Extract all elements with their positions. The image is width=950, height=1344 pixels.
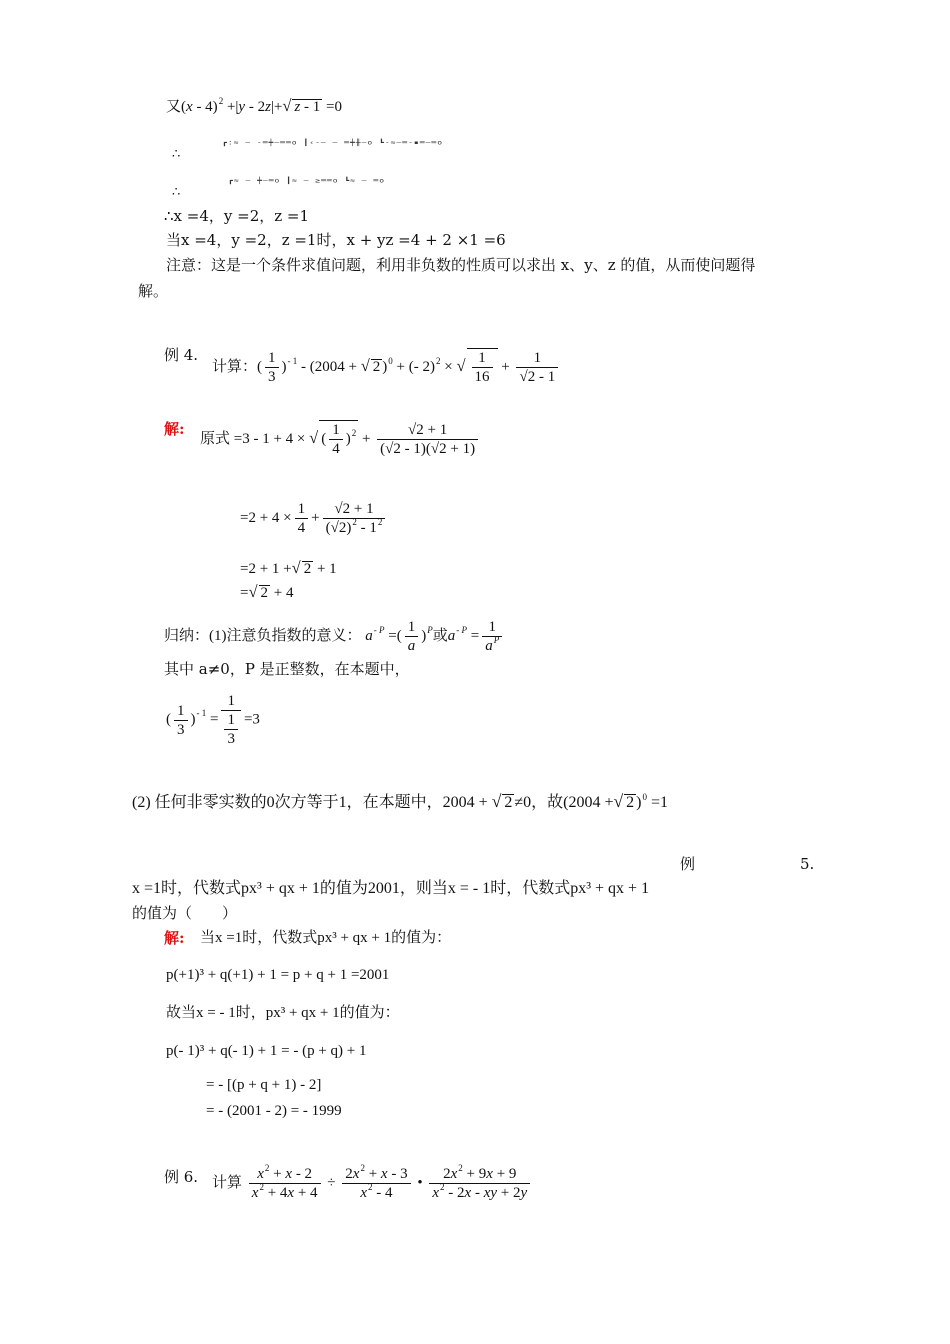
example-5-solution-label: 解: — [164, 929, 185, 947]
evaluation-line: 当x =4，y =2，z =1时，x + yz =4 + 2 ×1 =6 — [166, 231, 506, 249]
example-5-question: x =1时，代数式px³ + qx + 1的值为2001，则当x = - 1时，代数式px³ + qx + 1 — [132, 880, 650, 897]
example-5-step-4: p(- 1)³ + q(- 1) + 1 = - (p + q) + 1 — [166, 1043, 367, 1059]
equation-system-1: ┏:≈ ‒ -═┿‒══o ┃‹-‒ ‒ ═┿╫—o ┗-≈‒═-▪═‒═o — [222, 139, 444, 147]
solution-step-1: 原式 =3 - 1 + 4 × √ ( $\frac{1}{4}$ )$^2$ + $\frac{√2 + 1}{(√2 - 1)(√2 + 1)}$ — [200, 420, 481, 458]
solution-step-3: =2 + 1 +√ 2 + 1 — [240, 558, 337, 577]
zero-power-note: (2) 任何非零实数的0次方等于1，在本题中，2004 + √ 2 ≠0，故(2004 +√ 2 )$^0$ =1 — [132, 791, 669, 811]
example-4-label: 例 4. — [164, 346, 199, 364]
condition-note: 其中 a≠0，P 是正整数，在本题中， — [164, 660, 410, 678]
solution-step-4: =√ 2 + 4 — [240, 582, 294, 601]
example-5-step-6: = - (2001 - 2) = - 1999 — [206, 1103, 342, 1119]
solution-step-2: =2 + 4 × $\frac{1}{4}$ + $\frac{√2 + 1}{(√2)^2 - 1^2}$ — [240, 500, 388, 537]
system-label-1: ∴ — [172, 147, 181, 162]
note-line-2: 解。 — [138, 282, 169, 300]
example-5-step-1: 当x =1时，代数式px³ + qx + 1的值为： — [200, 930, 452, 946]
example-5-number: 5. — [800, 855, 815, 873]
example-6-question: 计算 $\frac{x^2 + x - 2}{x^2 + 4x + 4}$ ÷ $\frac{2x^2 + x - 3}{x^2 - 4}$ • $\frac{2x^2 + 9x + 9}{x^2 - 2x - xy + 2y}$ — [212, 1165, 533, 1202]
example-6-label: 例 6. — [164, 1168, 199, 1186]
note-line-1: 注意：这是一个条件求值问题，利用非负数的性质可以求出 x、y、z 的值，从而使问题得 — [166, 256, 756, 274]
result-line: ∴x =4，y =2，z =1 — [164, 207, 310, 225]
example-5-label: 例 — [680, 855, 696, 873]
example-5-question-end: 的值为（ ） — [132, 904, 238, 922]
condition-line: 又(x - 4)$^2$ +|y - 2z|+√ z - 1 =0 — [166, 96, 343, 115]
example-5-step-2: p(+1)³ + q(+1) + 1 = p + q + 1 =2001 — [166, 967, 390, 983]
example-4-solution-label: 解: — [164, 420, 185, 438]
negative-exponent-example: ( $\frac{1}{3}$ )$^{- 1}$ = $\frac{1}{\frac{1}{3}}$ =3 — [166, 693, 260, 747]
system-label-2: ∴ — [172, 185, 181, 200]
equation-system-2: ┏≈ ‒ ┿‒═o ┃≈ ‒ ≥══o ┗≈ ‒ ═o — [228, 177, 386, 185]
example-5-step-3: 故当x = - 1时，px³ + qx + 1的值为： — [166, 1005, 400, 1021]
summary-line: 归纳：(1)注意负指数的意义： $a^{- P}$ =( $\frac{1}{a}$ )$^P$或$a^{- P}$ = $\frac{1}{a^P}$ — [164, 618, 505, 655]
example-5-step-5: = - [(p + q + 1) - 2] — [206, 1077, 322, 1093]
example-4-question: 计算：( $\frac{1}{3}$ )$^{- 1}$ - (2004 + √ 2 )$^0$ + (- 2)$^2$ × √ $\frac{1}{16}$ + $\frac{1}{√2 - 1}$ — [212, 348, 561, 386]
